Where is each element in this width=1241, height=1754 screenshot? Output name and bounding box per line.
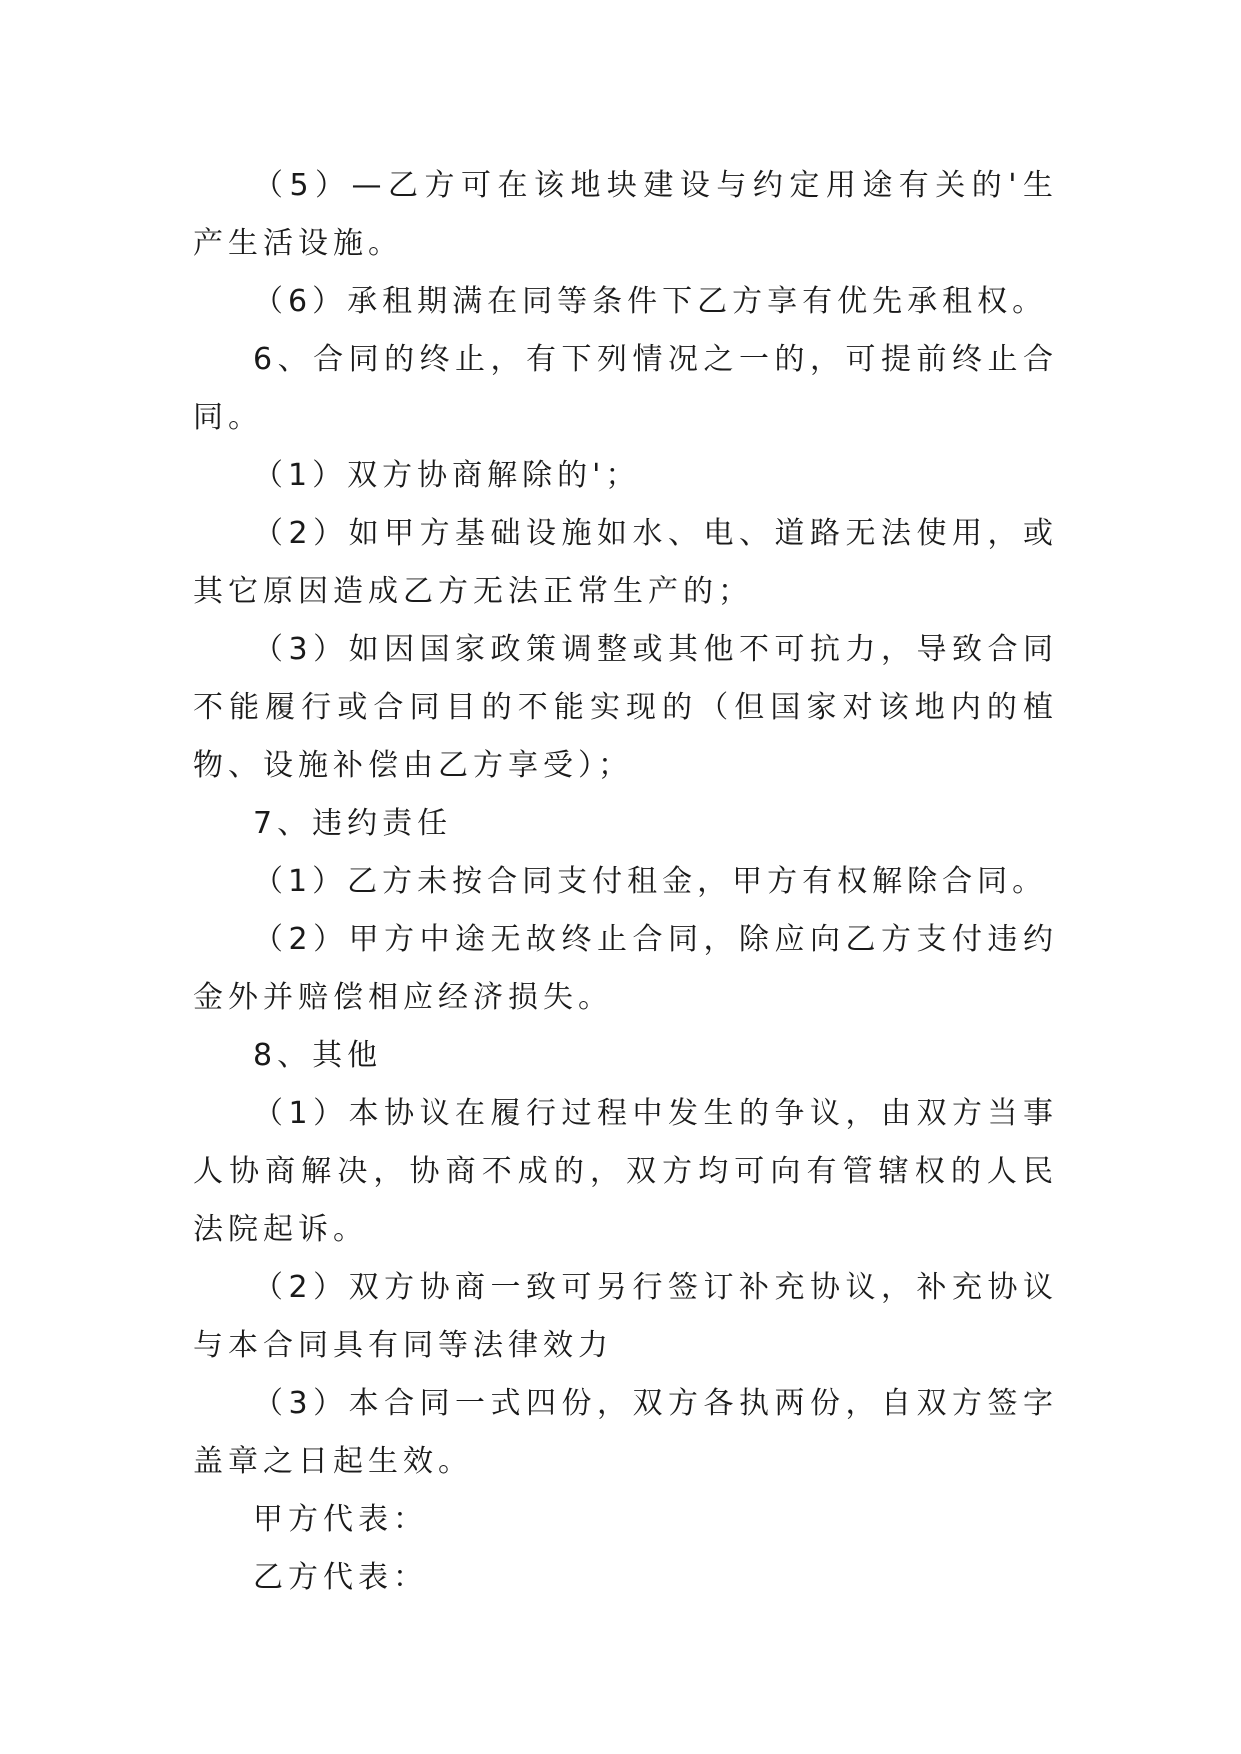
section-7-heading: 7、违约责任 (253, 806, 453, 841)
clause-7-2: （2）甲方中途无故终止合同，除应向乙方支付违约金外并赔偿相应经济损失。 (193, 922, 1058, 1015)
clause-6-1: （1）双方协商解除的'； (253, 458, 641, 493)
document-body (193, 157, 1058, 1607)
clause-8-1: （1）本协议在履行过程中发生的争议，由双方当事人协商解决，协商不成的，双方均可向有管辖权的人民法院起诉。 (193, 1096, 1058, 1247)
clause-6-2: （2）如甲方基础设施如水、电、道路无法使用，或其它原因造成乙方无法正常生产的； (193, 516, 1058, 609)
section-6-heading: 6、合同的终止，有下列情况之一的，可提前终止合同。 (193, 342, 1058, 435)
clause-8-3: （3）本合同一式四份，双方各执两份，自双方签字盖章之日起生效。 (193, 1386, 1058, 1479)
clause-8-2: （2）双方协商一致可另行签订补充协议，补充协议与本合同具有同等法律效力 (193, 1270, 1058, 1363)
section-8-heading: 8、其他 (253, 1038, 383, 1073)
party-b-representative: 乙方代表： (253, 1560, 428, 1595)
clause-5-5-facilities: （5）—乙方可在该地块建设与约定用途有关的'生产生活设施。 (193, 168, 1058, 261)
party-a-representative: 甲方代表： (253, 1502, 428, 1537)
clause-6-3: （3）如因国家政策调整或其他不可抗力，导致合同不能履行或合同目的不能实现的（但国家对该地内的植物、设施补偿由乙方享受）； (193, 632, 1058, 783)
clause-7-1: （1）乙方未按合同支付租金，甲方有权解除合同。 (253, 864, 1048, 899)
clause-5-6-priority-lease: （6）承租期满在同等条件下乙方享有优先承租权。 (253, 284, 1048, 319)
